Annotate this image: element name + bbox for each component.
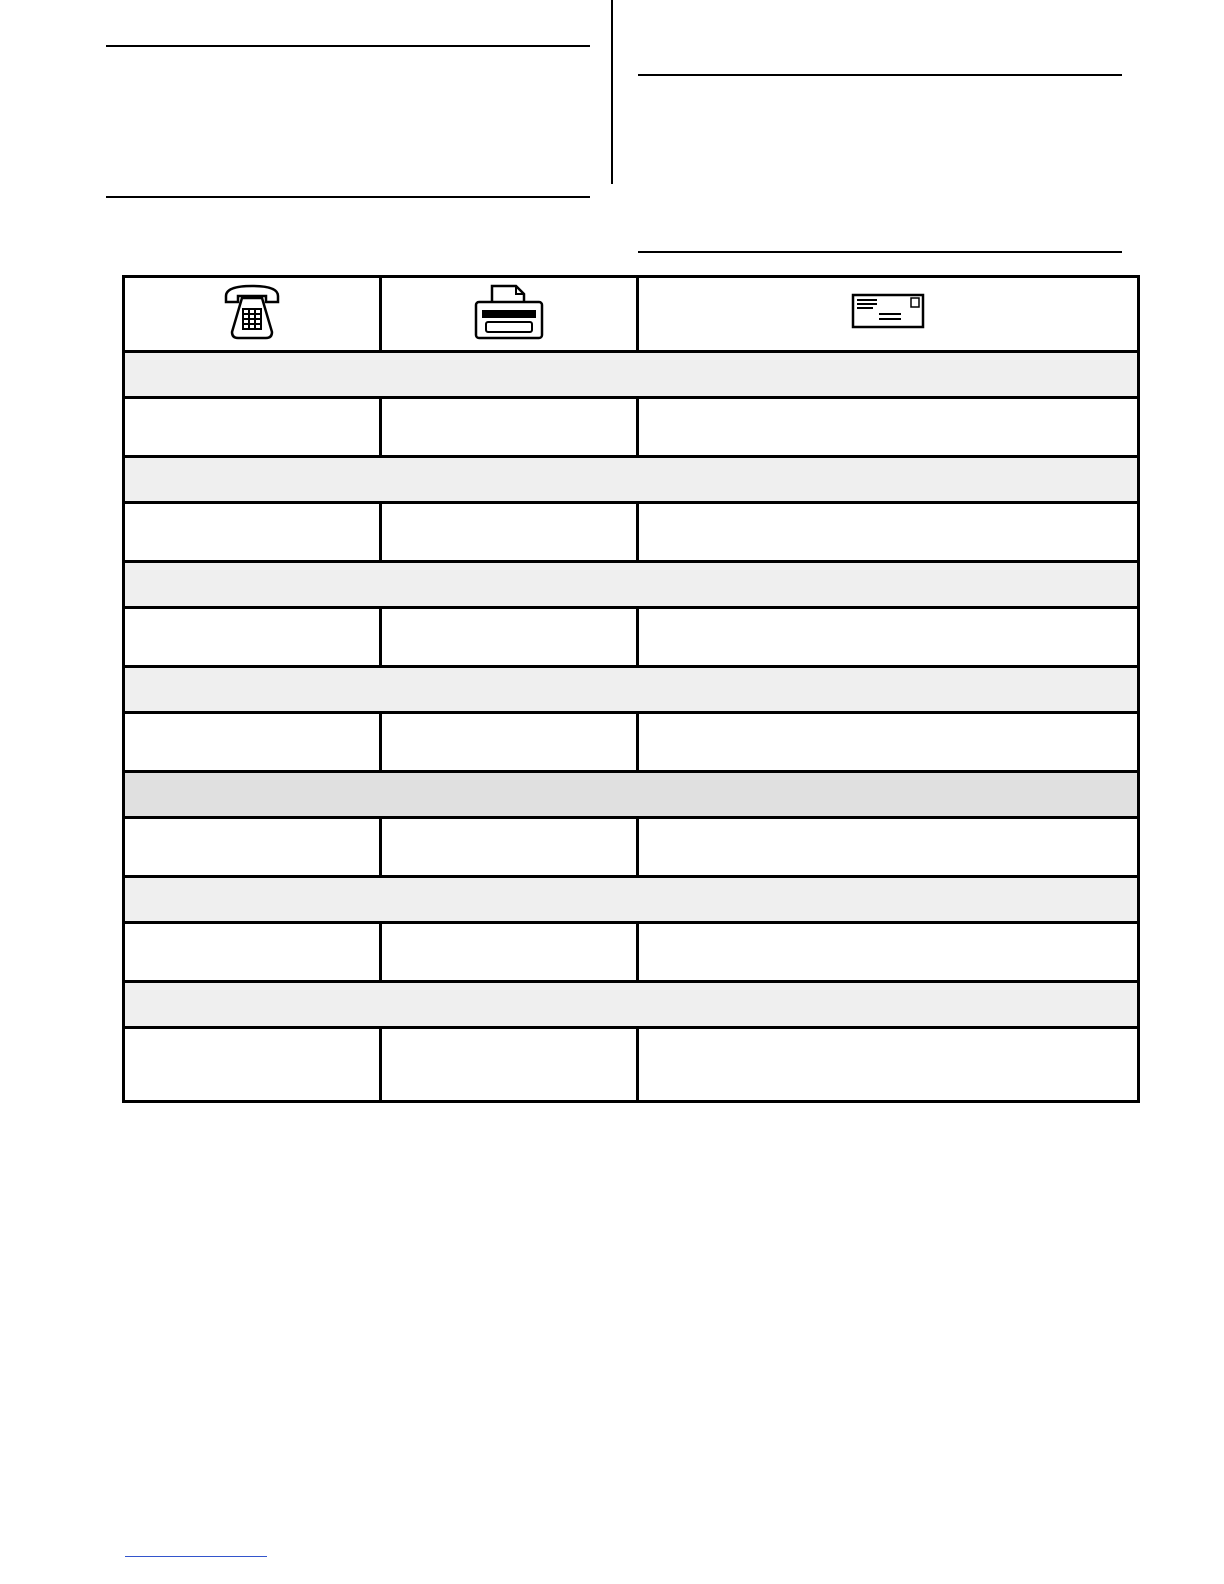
address-cell [638,398,1139,457]
phone-cell [124,503,381,562]
section-heading-row [124,352,1139,398]
fax-column-header [381,277,638,352]
mail-column-header [638,277,1139,352]
table-row [124,608,1139,667]
section-heading [124,772,1139,818]
section-heading-row [124,772,1139,818]
address-cell [638,713,1139,772]
address-cell [638,818,1139,877]
right-bottom-rule [638,251,1122,253]
envelope-icon [851,293,925,336]
section-heading [124,457,1139,503]
table-row [124,503,1139,562]
fax-cell [381,1028,638,1102]
section-heading-row [124,562,1139,608]
section-heading [124,667,1139,713]
fax-cell [381,923,638,982]
fax-machine-icon [472,282,546,347]
address-cell [638,503,1139,562]
phone-cell [124,923,381,982]
section-heading [124,562,1139,608]
section-heading-row [124,667,1139,713]
table-row [124,818,1139,877]
section-heading [124,982,1139,1028]
section-heading-row [124,982,1139,1028]
phone-cell [124,713,381,772]
section-heading [124,877,1139,923]
fax-cell [381,398,638,457]
contact-directory-table [122,275,1140,1103]
table-row [124,713,1139,772]
table-header-row [124,277,1139,352]
fax-cell [381,713,638,772]
phone-cell [124,398,381,457]
table-row [124,398,1139,457]
right-top-rule [638,74,1122,76]
phone-column-header [124,277,381,352]
address-cell [638,1028,1139,1102]
fax-cell [381,818,638,877]
phone-cell [124,608,381,667]
section-heading [124,352,1139,398]
left-top-rule [106,45,590,47]
left-bottom-rule [106,196,590,198]
telephone-icon [220,282,284,347]
table-row [124,923,1139,982]
section-heading-row [124,877,1139,923]
section-heading-row [124,457,1139,503]
fax-cell [381,608,638,667]
fax-cell [381,503,638,562]
phone-cell [124,818,381,877]
table-row [124,1028,1139,1102]
footer-link-underline[interactable] [125,1556,267,1557]
phone-cell [124,1028,381,1102]
header-vertical-divider [611,0,613,184]
address-cell [638,608,1139,667]
address-cell [638,923,1139,982]
